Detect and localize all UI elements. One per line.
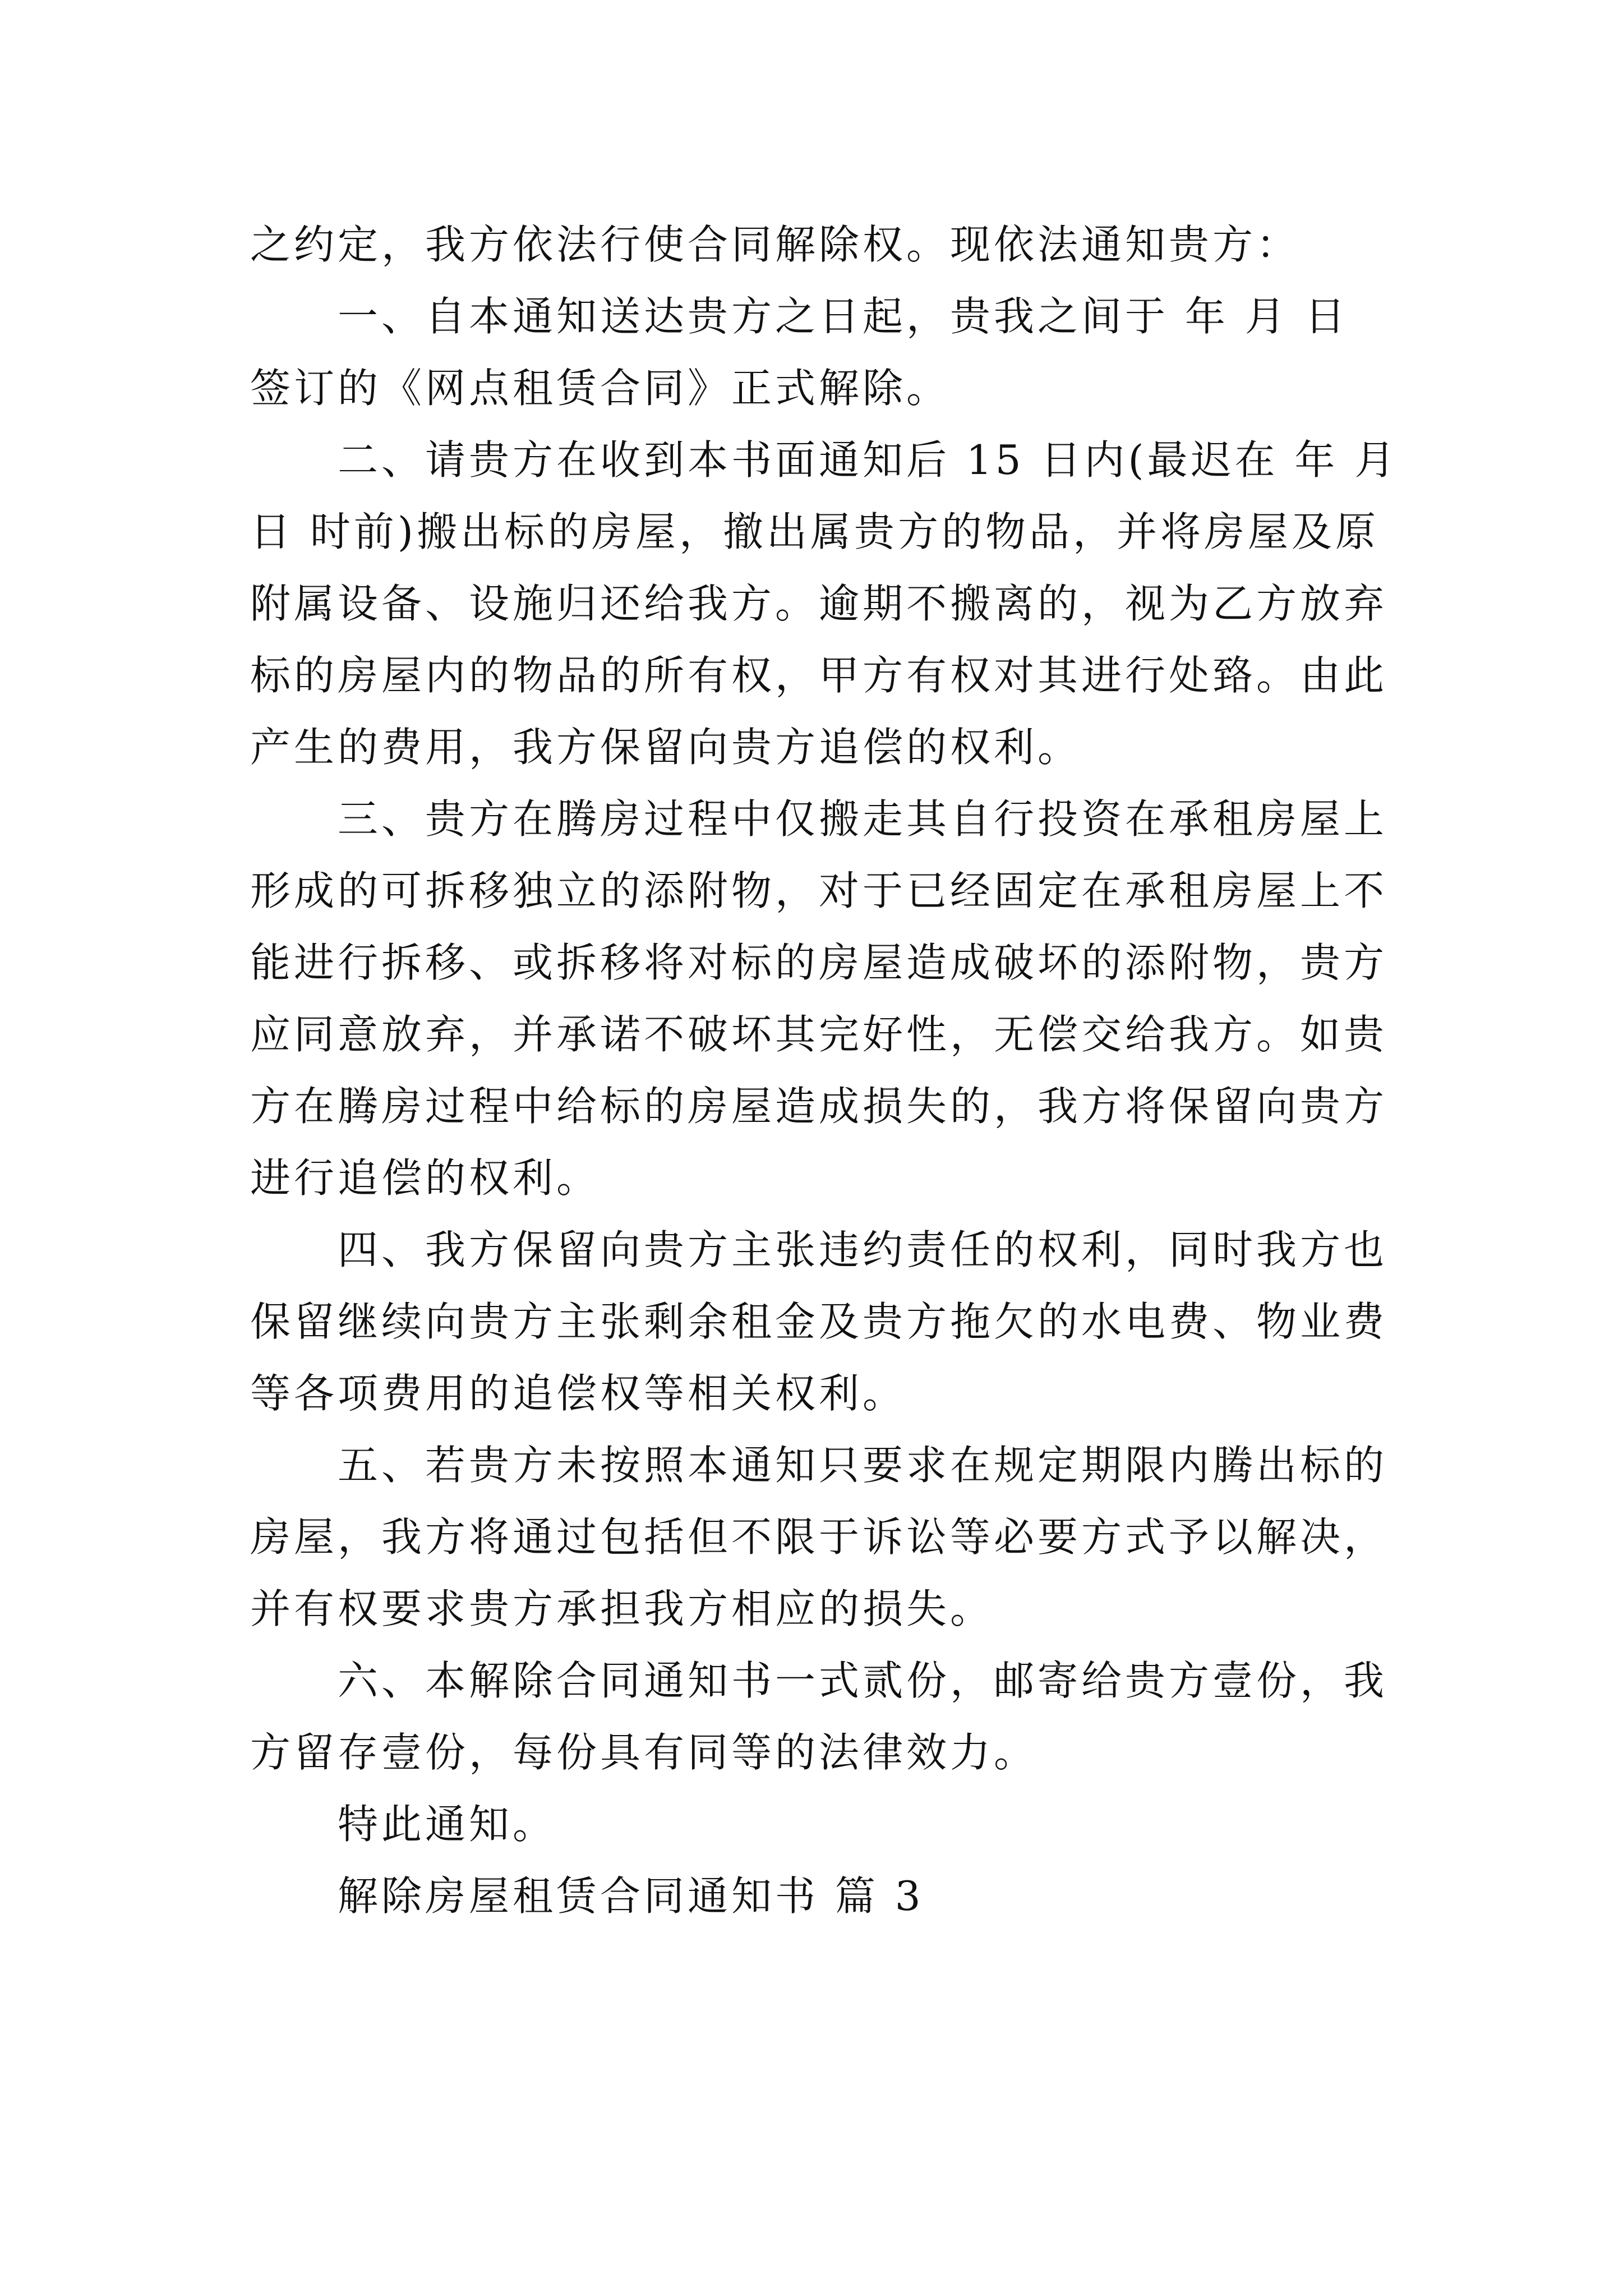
text-line: 方留存壹份，每份具有同等的法律效力。 [250, 1729, 1038, 1776]
text-line: 保留继续向贵方主张剩余租金及贵方拖欠的水电费、物业费 [250, 1298, 1388, 1345]
text-line: 日 时前)搬出标的房屋，撤出属贵方的物品，并将房屋及原 [250, 508, 1379, 555]
text-line: 六、本解除合同通知书一式贰份，邮寄给贵方壹份，我 [338, 1657, 1388, 1704]
text-line: 房屋，我方将通过包括但不限于诉讼等必要方式予以解决， [250, 1513, 1388, 1561]
text-line: 能进行拆移、或拆移将对标的房屋造成破坏的添附物，贵方 [250, 939, 1388, 986]
text-line: 标的房屋内的物品的所有权，甲方有权对其进行处臵。由此 [250, 652, 1388, 699]
text-line: 附属设备、设施归还给我方。逾期不搬离的，视为乙方放弃 [250, 580, 1388, 627]
text-line: 四、我方保留向贵方主张违约责任的权利，同时我方也 [338, 1226, 1388, 1273]
text-line: 签订的《网点租赁合同》正式解除。 [250, 365, 951, 412]
text-line: 并有权要求贵方承担我方相应的损失。 [250, 1585, 994, 1632]
text-line: 产生的费用，我方保留向贵方追偿的权利。 [250, 724, 1082, 771]
text-line: 方在腾房过程中给标的房屋造成损失的，我方将保留向贵方 [250, 1083, 1388, 1130]
document-body [250, 209, 1399, 1932]
text-line: 形成的可拆移独立的添附物，对于已经固定在承租房屋上不 [250, 867, 1388, 914]
text-line: 三、贵方在腾房过程中仅搬走其自行投资在承租房屋上 [338, 795, 1388, 843]
text-line: 进行追偿的权利。 [250, 1154, 601, 1202]
text-line: 五、若贵方未按照本通知只要求在规定期限内腾出标的 [338, 1442, 1388, 1489]
text-line: 之约定，我方依法行使合同解除权。现依法通知贵方： [250, 221, 1301, 268]
text-line: 等各项费用的追偿权等相关权利。 [250, 1370, 907, 1417]
text-line: 特此通知。 [338, 1801, 557, 1848]
section-heading: 解除房屋租赁合同通知书 篇 3 [338, 1872, 924, 1920]
text-line: 一、自本通知送达贵方之日起，贵我之间于 年 月 日 [338, 293, 1349, 340]
text-line: 应同意放弃，并承诺不破坏其完好性，无偿交给我方。如贵 [250, 1011, 1388, 1058]
text-line: 二、请贵方在收到本书面通知后 15 日内(最迟在 年 月 [338, 436, 1399, 484]
